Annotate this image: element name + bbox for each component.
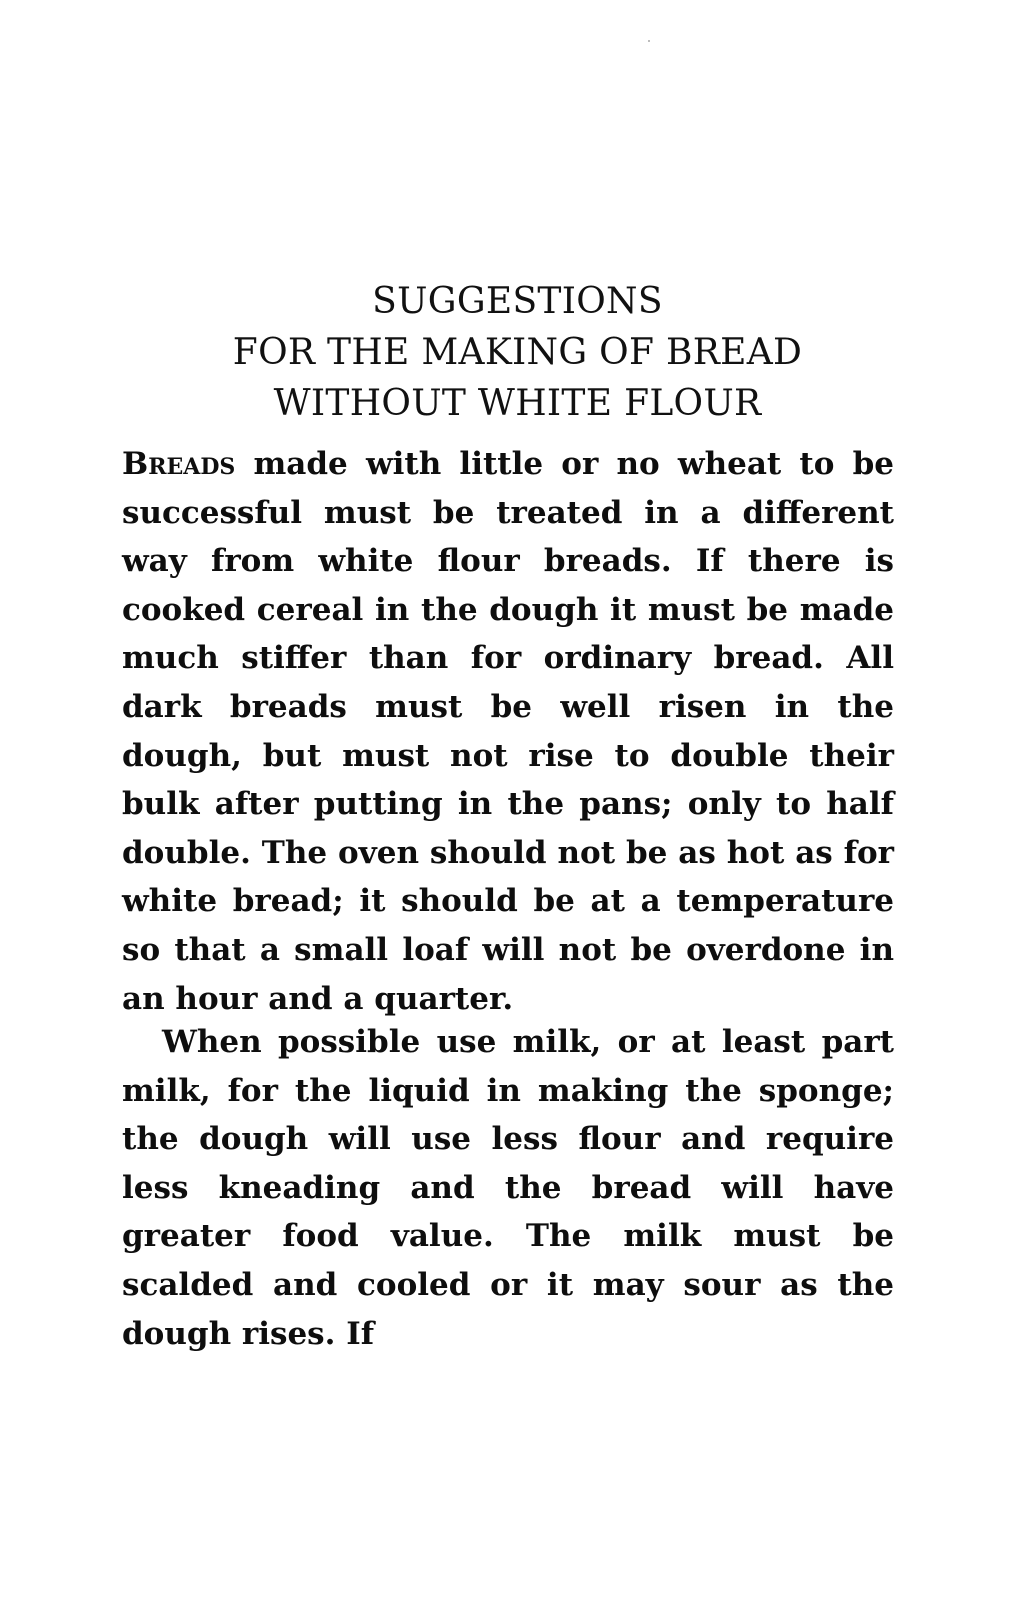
paper-speck (648, 40, 650, 42)
paragraph-1-text: made with little or no wheat to be successful must be treated in a different way from white flour breads. If there is cooked cereal in the dough it must be made much stiffer than for ordinary bread. All dark breads must be well risen in the dough, but must not rise to double their bulk after putting in the pans; only to half double. The oven should not be as hot as for white bread; it should be at a temperature so that a small loaf will not be overdone in an hour and a quarter. (122, 446, 894, 1017)
title-line-1: SUGGESTIONS (372, 281, 663, 322)
paragraph-2: When possible use milk, or at least part milk, for the liquid in making the sponge; the dough will use less flour and require less kneading and the bread will have greater food value. The milk must be scalded and cooled or it may sour as the dough rises. If (122, 1024, 894, 1352)
paragraph-lead-word: Breads (122, 446, 236, 482)
title-line-3: WITHOUT WHITE FLOUR (273, 383, 762, 424)
paragraph-1 (122, 440, 894, 1023)
title-line-2: FOR THE MAKING OF BREAD (232, 332, 803, 373)
